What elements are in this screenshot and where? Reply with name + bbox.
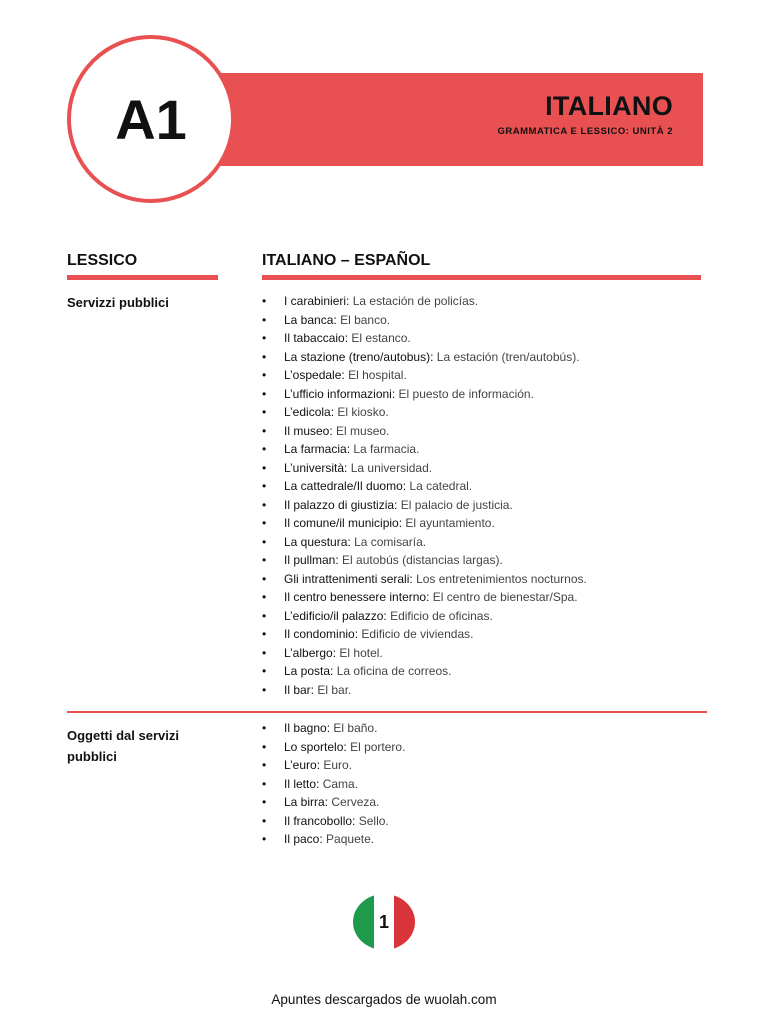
vocab-item bbox=[262, 551, 587, 570]
vocab-item bbox=[262, 292, 587, 311]
vocab-translation: El puesto de información. bbox=[398, 386, 534, 401]
vocab-translation: La estación de policías. bbox=[352, 294, 479, 308]
column-heading-lessico: LESSICO bbox=[67, 252, 138, 269]
vocab-term: Il bagno: bbox=[284, 721, 331, 735]
vocab-item bbox=[262, 625, 587, 644]
vocab-translation: El ayuntamiento. bbox=[405, 516, 495, 530]
vocab-translation: El hospital. bbox=[348, 368, 407, 382]
vocab-translation: El portero. bbox=[350, 739, 406, 754]
vocab-term: La questura: bbox=[284, 534, 351, 549]
vocab-translation: Los entretenimientos nocturnos. bbox=[416, 571, 587, 586]
vocab-translation: Edificio de oficinas. bbox=[390, 608, 493, 623]
vocab-term: Il pullman: bbox=[284, 553, 339, 567]
vocab-item bbox=[262, 385, 587, 404]
vocab-item bbox=[262, 348, 587, 367]
vocab-term: Il letto: bbox=[284, 776, 320, 791]
vocab-item bbox=[262, 681, 587, 700]
vocab-item bbox=[262, 775, 405, 794]
vocab-translation: La comisaría. bbox=[354, 534, 427, 549]
vocab-term: Lo sportelo: bbox=[284, 739, 347, 754]
vocab-translation: El banco. bbox=[340, 312, 391, 327]
vocab-item bbox=[262, 830, 405, 849]
vocab-term: La cattedrale/Il duomo: bbox=[284, 479, 407, 493]
vocab-translation: La farmacia. bbox=[353, 442, 420, 456]
vocab-term: La farmacia: bbox=[284, 442, 351, 456]
vocab-item bbox=[262, 738, 405, 757]
vocab-term: Il centro benessere interno: bbox=[284, 590, 430, 604]
vocab-term: La stazione (treno/autobus): bbox=[284, 349, 434, 364]
vocab-translation: La estación (tren/autobús). bbox=[436, 349, 580, 364]
vocab-translation: El bar. bbox=[317, 682, 352, 697]
heading-rule-right bbox=[262, 275, 701, 280]
vocab-item bbox=[262, 662, 587, 681]
vocab-translation: Paquete. bbox=[326, 832, 375, 846]
vocab-item bbox=[262, 440, 587, 459]
vocab-item bbox=[262, 496, 587, 515]
vocab-item bbox=[262, 477, 587, 496]
vocab-term: L’edicola: bbox=[284, 405, 335, 419]
vocab-translation: El palacio de justicia. bbox=[400, 497, 513, 512]
vocab-term: Il comune/il municipio: bbox=[284, 516, 403, 530]
vocab-term: Il tabaccaio: bbox=[284, 331, 349, 345]
vocab-translation: Euro. bbox=[323, 758, 353, 772]
vocab-item bbox=[262, 644, 587, 663]
vocab-item bbox=[262, 514, 587, 533]
vocab-term: I carabinieri: bbox=[284, 294, 350, 308]
vocab-item bbox=[262, 570, 587, 589]
vocab-term: L’edificio/il palazzo: bbox=[284, 608, 387, 623]
vocab-translation: El kiosko. bbox=[337, 405, 389, 419]
page-subtitle: GRAMMATICA E LESSICO: UNITÀ 2 bbox=[497, 126, 673, 137]
vocab-item bbox=[262, 459, 587, 478]
vocab-term: Il francobollo: bbox=[284, 813, 356, 828]
column-heading-translation: ITALIANO – ESPAÑOL bbox=[262, 252, 431, 269]
vocab-term: L’ospedale: bbox=[284, 368, 345, 382]
heading-rule-left bbox=[67, 275, 218, 280]
vocab-term: La banca: bbox=[284, 312, 337, 327]
footer-credit: Apuntes descargados de wuolah.com bbox=[271, 992, 497, 1007]
vocab-translation: El autobús (distancias largas). bbox=[342, 553, 503, 567]
vocab-term: L’albergo: bbox=[284, 645, 337, 660]
vocab-term: Il paco: bbox=[284, 832, 323, 846]
page-number-badge bbox=[353, 894, 415, 950]
vocab-translation: La universidad. bbox=[350, 460, 433, 475]
vocab-item bbox=[262, 311, 587, 330]
vocab-item bbox=[262, 329, 587, 348]
section-label-servizi: Servizzi pubblici bbox=[67, 295, 169, 310]
vocab-translation: El museo. bbox=[336, 423, 390, 438]
vocab-item bbox=[262, 588, 587, 607]
vocab-term: Gli intrattenimenti serali: bbox=[284, 571, 413, 586]
vocab-translation: La oficina de correos. bbox=[336, 664, 452, 678]
vocab-translation: El centro de bienestar/Spa. bbox=[432, 590, 578, 604]
vocab-item bbox=[262, 719, 405, 738]
page-number: 1 bbox=[378, 911, 389, 932]
vocab-term: La posta: bbox=[284, 664, 334, 678]
page-title: ITALIANO bbox=[545, 91, 673, 121]
vocab-term: Il museo: bbox=[284, 423, 333, 438]
vocab-item bbox=[262, 403, 587, 422]
section-label-oggetti: Oggetti dal servizi pubblici bbox=[67, 728, 179, 764]
vocab-translation: El estanco. bbox=[351, 331, 411, 345]
vocab-list-servizi bbox=[262, 292, 587, 699]
vocab-term: L’euro: bbox=[284, 758, 321, 772]
vocab-translation: Sello. bbox=[358, 813, 389, 828]
vocab-translation: Edificio de viviendas. bbox=[361, 627, 474, 641]
vocab-item bbox=[262, 533, 587, 552]
vocab-term: La birra: bbox=[284, 795, 329, 809]
vocab-translation: Cama. bbox=[322, 776, 359, 791]
vocab-term: Il palazzo di giustizia: bbox=[284, 497, 398, 512]
section-divider bbox=[67, 711, 707, 713]
vocab-term: L’università: bbox=[284, 460, 348, 475]
vocab-item bbox=[262, 812, 405, 831]
vocab-item bbox=[262, 607, 587, 626]
vocab-list-oggetti bbox=[262, 719, 405, 849]
title-banner bbox=[210, 73, 703, 166]
vocab-item bbox=[262, 756, 405, 775]
vocab-translation: Cerveza. bbox=[331, 795, 380, 809]
vocab-translation: El hotel. bbox=[339, 645, 383, 660]
level-text: A1 bbox=[115, 87, 187, 151]
vocab-item bbox=[262, 366, 587, 385]
vocab-translation: La catedral. bbox=[409, 479, 473, 493]
vocab-term: L’ufficio informazioni: bbox=[284, 386, 396, 401]
vocab-item bbox=[262, 793, 405, 812]
level-badge bbox=[67, 35, 235, 203]
vocab-translation: El baño. bbox=[333, 721, 378, 735]
vocab-item bbox=[262, 422, 587, 441]
vocab-term: Il condominio: bbox=[284, 627, 359, 641]
vocab-term: Il bar: bbox=[284, 682, 315, 697]
